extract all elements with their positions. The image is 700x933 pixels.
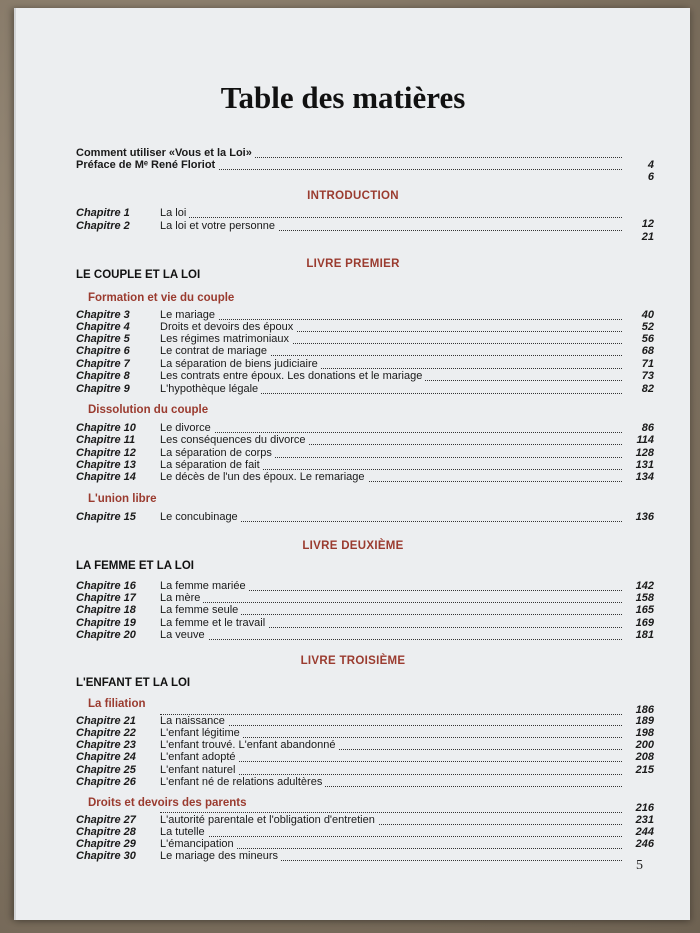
leader-dots bbox=[160, 836, 622, 837]
toc-row bbox=[76, 776, 654, 789]
chapter-title: L'enfant trouvé. L'enfant abandonné bbox=[160, 739, 338, 752]
chapter-label: Chapitre 25 bbox=[76, 764, 136, 776]
chapter-label: Chapitre 10 bbox=[76, 422, 136, 434]
chapter-label: Chapitre 18 bbox=[76, 604, 136, 616]
chapter-page: 114 bbox=[636, 434, 654, 446]
chapter-title: Le mariage des mineurs bbox=[160, 850, 281, 863]
chapter-title: Le contrat de mariage bbox=[160, 345, 270, 358]
chapter-page: 231 bbox=[635, 814, 654, 826]
book-subtitle: L'ENFANT ET LA LOI bbox=[76, 677, 191, 689]
chapter-title: L'hypothèque légale bbox=[160, 383, 261, 396]
leader-dots bbox=[160, 217, 622, 218]
chapter-label: Chapitre 14 bbox=[76, 471, 136, 483]
chapter-label: Chapitre 21 bbox=[76, 715, 136, 727]
toc-row bbox=[76, 629, 654, 642]
leader-dots bbox=[160, 812, 622, 813]
subsection-heading: L'union libre bbox=[88, 493, 157, 505]
chapter-title: L'émancipation bbox=[160, 838, 237, 851]
chapter-page: 134 bbox=[635, 471, 654, 483]
chapter-page: 40 bbox=[641, 309, 654, 321]
page-title: Table des matières bbox=[220, 80, 466, 115]
chapter-label: Chapitre 5 bbox=[76, 333, 130, 345]
chapter-label: Chapitre 24 bbox=[76, 751, 136, 763]
toc-title: Comment utiliser «Vous et la Loi» bbox=[76, 147, 255, 160]
chapter-label: Chapitre 23 bbox=[76, 739, 136, 751]
chapter-page: 21 bbox=[641, 231, 654, 243]
chapter-label: Chapitre 29 bbox=[76, 838, 136, 850]
chapter-page: 82 bbox=[641, 383, 654, 395]
chapter-page: 216 bbox=[635, 802, 654, 814]
chapter-label: Chapitre 16 bbox=[76, 580, 136, 592]
leader-dots bbox=[160, 602, 622, 603]
chapter-title: L'enfant naturel bbox=[160, 764, 239, 777]
chapter-title: La mère bbox=[160, 592, 203, 605]
chapter-label: Chapitre 4 bbox=[76, 321, 130, 333]
toc-title: Préface de Mᵉ René Floriot bbox=[76, 159, 218, 172]
subsection-heading: Droits et devoirs des parents bbox=[88, 797, 247, 809]
chapter-label: Chapitre 19 bbox=[76, 617, 136, 629]
chapter-page: 169 bbox=[635, 617, 654, 629]
chapter-label: Chapitre 22 bbox=[76, 727, 136, 739]
toc-row bbox=[76, 511, 654, 524]
chapter-title: Le décès de l'un des époux. Le remariage bbox=[160, 471, 368, 484]
chapter-title: Le concubinage bbox=[160, 511, 241, 524]
toc-page: 6 bbox=[647, 171, 654, 183]
chapter-page: 244 bbox=[635, 826, 654, 838]
section-heading: LIVRE PREMIER bbox=[306, 258, 400, 270]
chapter-page: 128 bbox=[635, 447, 654, 459]
chapter-label: Chapitre 17 bbox=[76, 592, 136, 604]
chapter-page: 52 bbox=[641, 321, 654, 333]
chapter-page: 56 bbox=[641, 333, 654, 345]
chapter-label: Chapitre 6 bbox=[76, 345, 130, 357]
leader-dots bbox=[160, 432, 622, 433]
chapter-page: 142 bbox=[635, 580, 654, 592]
chapter-label: Chapitre 9 bbox=[76, 383, 130, 395]
chapter-label: Chapitre 3 bbox=[76, 309, 130, 321]
chapter-title: La femme et le travail bbox=[160, 617, 268, 630]
leader-dots bbox=[160, 319, 622, 320]
toc-row bbox=[76, 850, 654, 863]
chapter-title: La séparation de corps bbox=[160, 447, 275, 460]
chapter-page: 181 bbox=[635, 629, 654, 641]
chapter-label: Chapitre 1 bbox=[76, 207, 130, 219]
chapter-title: La séparation de fait bbox=[160, 459, 263, 472]
chapter-label: Chapitre 12 bbox=[76, 447, 136, 459]
chapter-title: La femme mariée bbox=[160, 580, 249, 593]
chapter-page: 165 bbox=[635, 604, 654, 616]
chapter-label: Chapitre 30 bbox=[76, 850, 136, 862]
toc-row bbox=[76, 751, 654, 764]
section-heading: LIVRE TROISIÈME bbox=[300, 655, 406, 667]
toc-row bbox=[76, 471, 654, 484]
chapter-label: Chapitre 2 bbox=[76, 220, 130, 232]
chapter-title: La naissance bbox=[160, 715, 228, 728]
chapter-page: 73 bbox=[641, 370, 654, 382]
chapter-title: Le divorce bbox=[160, 422, 214, 435]
chapter-page: 215 bbox=[635, 764, 654, 776]
chapter-page: 246 bbox=[635, 838, 654, 850]
chapter-page: 136 bbox=[635, 511, 654, 523]
chapter-page: 71 bbox=[641, 358, 654, 370]
subsection-heading: Formation et vie du couple bbox=[88, 292, 235, 304]
section-heading: INTRODUCTION bbox=[307, 190, 399, 202]
toc-row bbox=[76, 220, 654, 243]
chapter-title: Les contrats entre époux. Les donations et le mariage bbox=[160, 370, 425, 383]
chapter-label: Chapitre 20 bbox=[76, 629, 136, 641]
subsection-heading: La filiation bbox=[88, 698, 146, 710]
chapter-title: Les conséquences du divorce bbox=[160, 434, 309, 447]
chapter-page: 186 bbox=[635, 704, 654, 716]
book-subtitle: LE COUPLE ET LA LOI bbox=[76, 269, 201, 281]
chapter-label: Chapitre 28 bbox=[76, 826, 136, 838]
subsection-heading: Dissolution du couple bbox=[88, 404, 209, 416]
chapter-page: 208 bbox=[635, 751, 654, 763]
chapter-page: 198 bbox=[635, 727, 654, 739]
chapter-label: Chapitre 11 bbox=[76, 434, 136, 446]
chapter-page: 200 bbox=[635, 739, 654, 751]
chapter-page: 12 bbox=[641, 218, 654, 230]
chapter-title: Droits et devoirs des époux bbox=[160, 321, 296, 334]
chapter-title: Le mariage bbox=[160, 309, 218, 322]
book-subtitle: LA FEMME ET LA LOI bbox=[76, 560, 194, 572]
chapter-page: 189 bbox=[635, 715, 654, 727]
toc-row bbox=[76, 345, 654, 358]
chapter-title: L'autorité parentale et l'obligation d'entretien bbox=[160, 814, 378, 827]
section-heading: LIVRE DEUXIÈME bbox=[302, 540, 404, 552]
chapter-label: Chapitre 8 bbox=[76, 370, 130, 382]
chapter-label: Chapitre 26 bbox=[76, 776, 136, 788]
leader-dots bbox=[160, 714, 622, 715]
toc-row bbox=[76, 434, 654, 447]
toc-row bbox=[76, 159, 654, 183]
page-number: 5 bbox=[636, 858, 643, 873]
chapter-label: Chapitre 13 bbox=[76, 459, 136, 471]
chapter-page: 86 bbox=[641, 422, 654, 434]
chapter-title: La tutelle bbox=[160, 826, 208, 839]
chapter-title: La loi bbox=[160, 207, 189, 220]
chapter-title: L'enfant né de relations adultères bbox=[160, 776, 325, 789]
leader-dots bbox=[160, 725, 622, 726]
toc-row bbox=[76, 370, 654, 383]
chapter-page: 131 bbox=[635, 459, 654, 471]
chapter-label: Chapitre 27 bbox=[76, 814, 136, 826]
leader-dots bbox=[160, 639, 622, 640]
chapter-label: Chapitre 15 bbox=[76, 511, 136, 523]
chapter-title: La femme seule bbox=[160, 604, 241, 617]
chapter-title: La séparation de biens judiciaire bbox=[160, 358, 321, 371]
chapter-title: L'enfant légitime bbox=[160, 727, 243, 740]
chapter-title: L'enfant adopté bbox=[160, 751, 239, 764]
chapter-page: 158 bbox=[635, 592, 654, 604]
chapter-label: Chapitre 7 bbox=[76, 358, 130, 370]
chapter-title: La veuve bbox=[160, 629, 208, 642]
chapter-title: Les régimes matrimoniaux bbox=[160, 333, 292, 346]
chapter-page: 68 bbox=[641, 345, 654, 357]
book-page bbox=[14, 8, 690, 920]
chapter-title: La loi et votre personne bbox=[160, 220, 278, 233]
toc-row bbox=[76, 604, 654, 617]
toc-page: 4 bbox=[647, 159, 654, 171]
toc-row bbox=[76, 383, 654, 396]
